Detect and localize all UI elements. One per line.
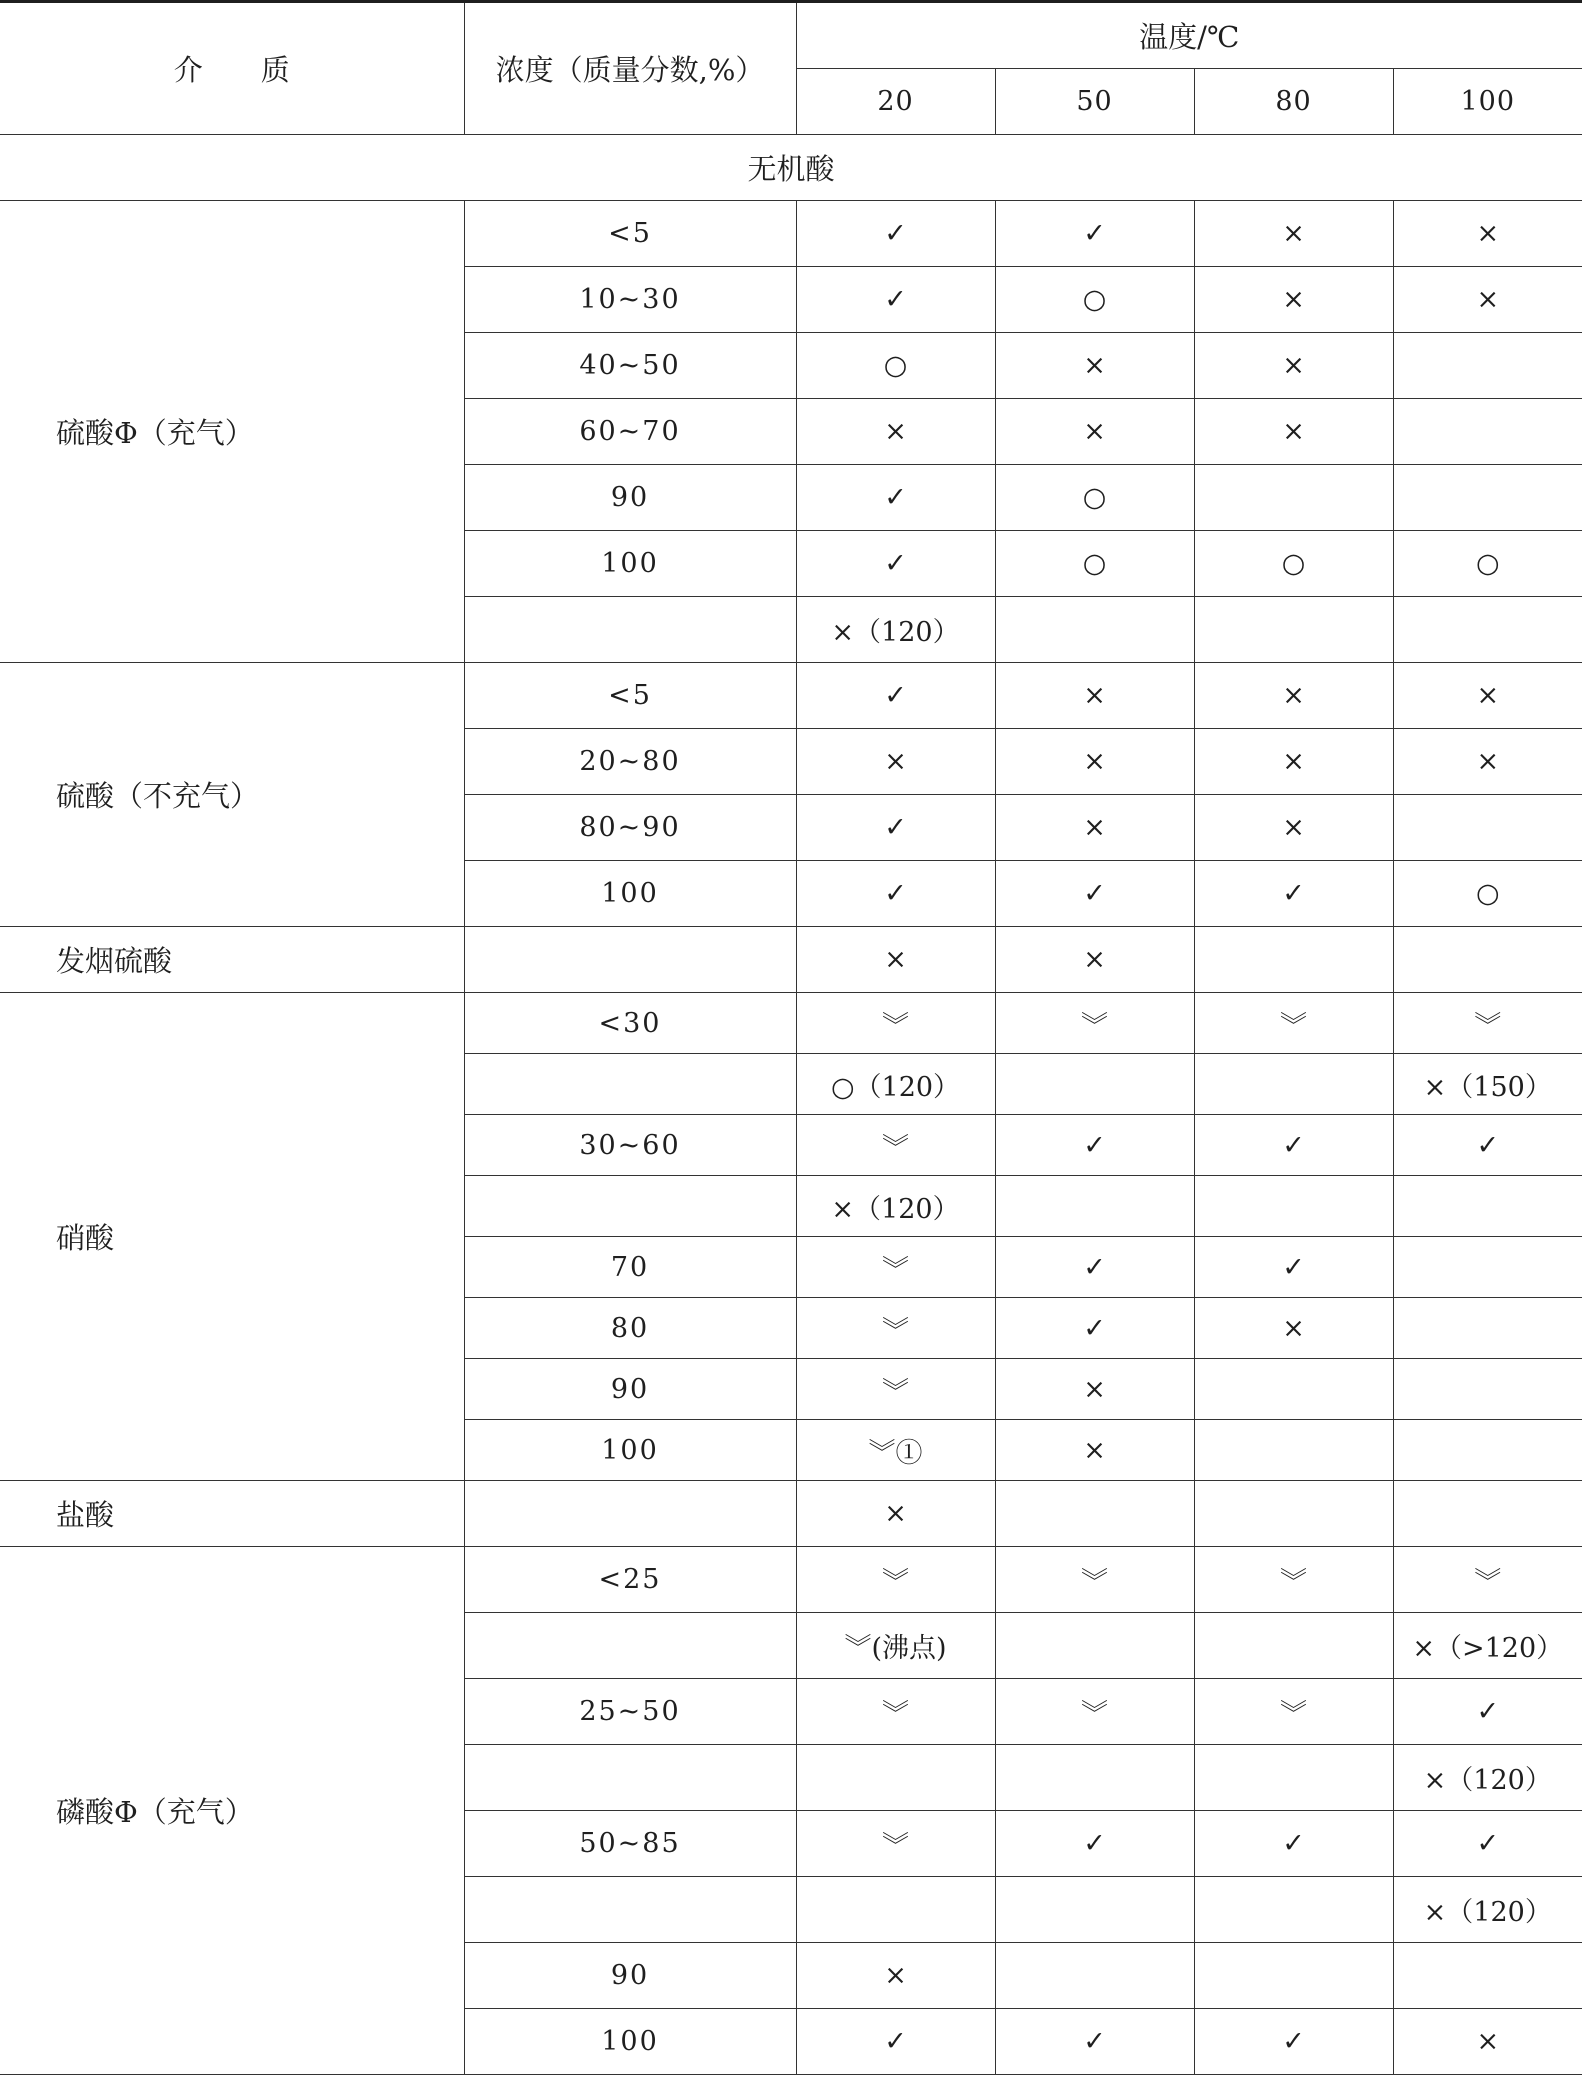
rating-cell — [995, 1613, 1194, 1679]
rating-cell: ✓ — [1194, 1237, 1393, 1298]
concentration-cell: 80 — [464, 1298, 796, 1359]
rating-cell: × — [1393, 729, 1582, 795]
rating-cell — [1393, 399, 1582, 465]
rating-cell — [1393, 927, 1582, 993]
rating-cell: ✓ — [995, 861, 1194, 927]
header-temp-100: 100 — [1393, 69, 1582, 135]
rating-cell: × — [995, 1359, 1194, 1420]
rating-cell: × — [1194, 333, 1393, 399]
rating-cell: ︾(沸点) — [796, 1613, 995, 1679]
rating-cell: × — [995, 1420, 1194, 1481]
rating-cell: ✓ — [995, 201, 1194, 267]
concentration-cell: 50~85 — [464, 1811, 796, 1877]
rating-cell: × — [1393, 201, 1582, 267]
rating-cell: ︾ — [796, 1359, 995, 1420]
header-temp-80: 80 — [1194, 69, 1393, 135]
rating-cell — [1194, 927, 1393, 993]
table-row — [0, 1481, 1582, 1547]
header-temperature: 温度/℃ — [796, 2, 1582, 69]
concentration-cell — [464, 597, 796, 663]
rating-cell: ○ — [1393, 861, 1582, 927]
rating-cell — [1194, 1481, 1393, 1547]
rating-cell: × — [796, 399, 995, 465]
concentration-cell — [464, 1877, 796, 1943]
rating-cell — [1194, 597, 1393, 663]
rating-cell: × — [796, 1481, 995, 1547]
rating-cell — [1393, 333, 1582, 399]
rating-cell: × — [995, 729, 1194, 795]
concentration-cell: 100 — [464, 531, 796, 597]
medium-sulfuric-acid-unaerated: 硫酸（不充气） — [0, 663, 464, 927]
rating-cell: × — [1194, 729, 1393, 795]
rating-cell: ︾ — [796, 993, 995, 1054]
rating-cell — [1194, 1176, 1393, 1237]
rating-cell — [1194, 1054, 1393, 1115]
header-medium: 介 质 — [0, 2, 464, 135]
rating-cell — [1194, 1359, 1393, 1420]
rating-cell: × — [995, 663, 1194, 729]
concentration-cell: 20~80 — [464, 729, 796, 795]
section-row — [0, 135, 1582, 201]
concentration-cell: 80~90 — [464, 795, 796, 861]
rating-cell: ✓ — [796, 663, 995, 729]
rating-cell: × — [1194, 267, 1393, 333]
rating-cell — [995, 1176, 1194, 1237]
rating-cell: ︾ — [995, 1679, 1194, 1745]
rating-cell — [1194, 1420, 1393, 1481]
rating-cell: ○（120） — [796, 1054, 995, 1115]
table-row — [0, 927, 1582, 993]
rating-cell — [1393, 1481, 1582, 1547]
rating-cell: × — [1393, 663, 1582, 729]
rating-cell: ○ — [1393, 531, 1582, 597]
rating-cell: ○ — [1194, 531, 1393, 597]
rating-cell: ✓ — [796, 465, 995, 531]
rating-cell: ︾ — [995, 1547, 1194, 1613]
rating-cell: ✓ — [1194, 861, 1393, 927]
concentration-cell: <25 — [464, 1547, 796, 1613]
rating-cell: ✓ — [796, 267, 995, 333]
rating-cell: ✓ — [1194, 1115, 1393, 1176]
rating-cell: ×（120） — [1393, 1745, 1582, 1811]
rating-cell — [1393, 465, 1582, 531]
rating-cell: ✓ — [995, 1115, 1194, 1176]
rating-cell: ︾ — [995, 993, 1194, 1054]
rating-cell: ︾ — [1194, 1547, 1393, 1613]
rating-cell: ✓ — [995, 1298, 1194, 1359]
concentration-cell: 60~70 — [464, 399, 796, 465]
rating-cell: ︾ — [796, 1237, 995, 1298]
rating-cell: ×（120） — [796, 1176, 995, 1237]
rating-cell — [995, 597, 1194, 663]
table-row — [0, 993, 1582, 1054]
medium-nitric-acid: 硝酸 — [0, 993, 464, 1481]
rating-cell — [1194, 465, 1393, 531]
concentration-cell: 90 — [464, 1943, 796, 2009]
concentration-cell: 100 — [464, 1420, 796, 1481]
rating-cell — [995, 1745, 1194, 1811]
rating-cell: ✓ — [1393, 1679, 1582, 1745]
rating-cell — [995, 1054, 1194, 1115]
rating-cell: × — [796, 1943, 995, 2009]
table-row — [0, 663, 1582, 729]
concentration-cell: <30 — [464, 993, 796, 1054]
rating-cell: × — [1194, 399, 1393, 465]
rating-cell: ✓ — [796, 861, 995, 927]
concentration-cell: 70 — [464, 1237, 796, 1298]
table-row — [0, 201, 1582, 267]
rating-cell: × — [1194, 1298, 1393, 1359]
medium-fuming-sulfuric-acid: 发烟硫酸 — [0, 927, 464, 993]
rating-cell — [1393, 1943, 1582, 2009]
rating-cell: ︾ — [796, 1547, 995, 1613]
rating-cell: × — [796, 729, 995, 795]
medium-hydrochloric-acid: 盐酸 — [0, 1481, 464, 1547]
rating-cell: ✓ — [1194, 2009, 1393, 2075]
rating-cell: ︾ — [796, 1679, 995, 1745]
rating-cell — [796, 1745, 995, 1811]
rating-cell: ✓ — [1393, 1115, 1582, 1176]
rating-cell — [1393, 1176, 1582, 1237]
concentration-cell: 30~60 — [464, 1115, 796, 1176]
medium-phosphoric-acid-aerated: 磷酸Φ（充气） — [0, 1547, 464, 2075]
concentration-cell: <5 — [464, 663, 796, 729]
table-row — [0, 1547, 1582, 1613]
rating-cell: × — [1393, 2009, 1582, 2075]
concentration-cell: 100 — [464, 2009, 796, 2075]
rating-cell — [1194, 1943, 1393, 2009]
rating-cell — [1194, 1745, 1393, 1811]
rating-cell: × — [1393, 267, 1582, 333]
rating-cell — [796, 1877, 995, 1943]
rating-cell: ○ — [796, 333, 995, 399]
rating-cell — [1393, 795, 1582, 861]
header-row-1 — [0, 2, 1582, 69]
rating-cell: × — [1194, 663, 1393, 729]
rating-cell — [995, 1877, 1194, 1943]
concentration-cell — [464, 927, 796, 993]
rating-cell — [1393, 1237, 1582, 1298]
rating-cell: ○ — [995, 267, 1194, 333]
concentration-cell: 100 — [464, 861, 796, 927]
concentration-cell — [464, 1176, 796, 1237]
rating-cell: ︾ — [796, 1811, 995, 1877]
rating-cell: ︾ — [796, 1115, 995, 1176]
rating-cell: × — [995, 399, 1194, 465]
rating-cell: ○ — [995, 531, 1194, 597]
rating-cell: ︾ — [1194, 1679, 1393, 1745]
rating-cell: ︾ — [1194, 993, 1393, 1054]
concentration-cell — [464, 1613, 796, 1679]
rating-cell: × — [995, 333, 1194, 399]
rating-cell: × — [1194, 201, 1393, 267]
rating-cell: ︾ — [1393, 993, 1582, 1054]
rating-cell: ×（>120） — [1393, 1613, 1582, 1679]
medium-sulfuric-acid-aerated: 硫酸Φ（充气） — [0, 201, 464, 663]
header-concentration: 浓度（质量分数,%） — [464, 2, 796, 135]
concentration-cell — [464, 1054, 796, 1115]
rating-cell: × — [796, 927, 995, 993]
table-body — [0, 135, 1582, 2075]
rating-cell: × — [1194, 795, 1393, 861]
concentration-cell: 25~50 — [464, 1679, 796, 1745]
concentration-cell: 10~30 — [464, 267, 796, 333]
header-temp-50: 50 — [995, 69, 1194, 135]
rating-cell: ✓ — [1393, 1811, 1582, 1877]
rating-cell — [1393, 597, 1582, 663]
rating-cell — [995, 1481, 1194, 1547]
rating-cell — [1393, 1298, 1582, 1359]
concentration-cell: <5 — [464, 201, 796, 267]
rating-cell: ✓ — [995, 2009, 1194, 2075]
concentration-cell: 90 — [464, 1359, 796, 1420]
rating-cell: ✓ — [796, 2009, 995, 2075]
rating-cell: ×（120） — [796, 597, 995, 663]
concentration-cell: 40~50 — [464, 333, 796, 399]
rating-cell: ✓ — [796, 795, 995, 861]
rating-cell: ✓ — [995, 1811, 1194, 1877]
concentration-cell — [464, 1745, 796, 1811]
rating-cell: × — [995, 795, 1194, 861]
rating-cell — [1194, 1877, 1393, 1943]
rating-cell: ○ — [995, 465, 1194, 531]
rating-cell: ︾① — [796, 1420, 995, 1481]
concentration-cell — [464, 1481, 796, 1547]
rating-cell: × — [995, 927, 1194, 993]
rating-cell: ✓ — [796, 201, 995, 267]
rating-cell: ︾ — [796, 1298, 995, 1359]
rating-cell — [995, 1943, 1194, 2009]
rating-cell: ✓ — [1194, 1811, 1393, 1877]
section-title: 无机酸 — [0, 135, 1582, 201]
rating-cell — [1194, 1613, 1393, 1679]
rating-cell — [1393, 1359, 1582, 1420]
rating-cell: ✓ — [796, 531, 995, 597]
header-temp-20: 20 — [796, 69, 995, 135]
rating-cell: ✓ — [995, 1237, 1194, 1298]
rating-cell: ×（120） — [1393, 1877, 1582, 1943]
rating-cell: ×（150） — [1393, 1054, 1582, 1115]
rating-cell: ︾ — [1393, 1547, 1582, 1613]
concentration-cell: 90 — [464, 465, 796, 531]
rating-cell — [1393, 1420, 1582, 1481]
